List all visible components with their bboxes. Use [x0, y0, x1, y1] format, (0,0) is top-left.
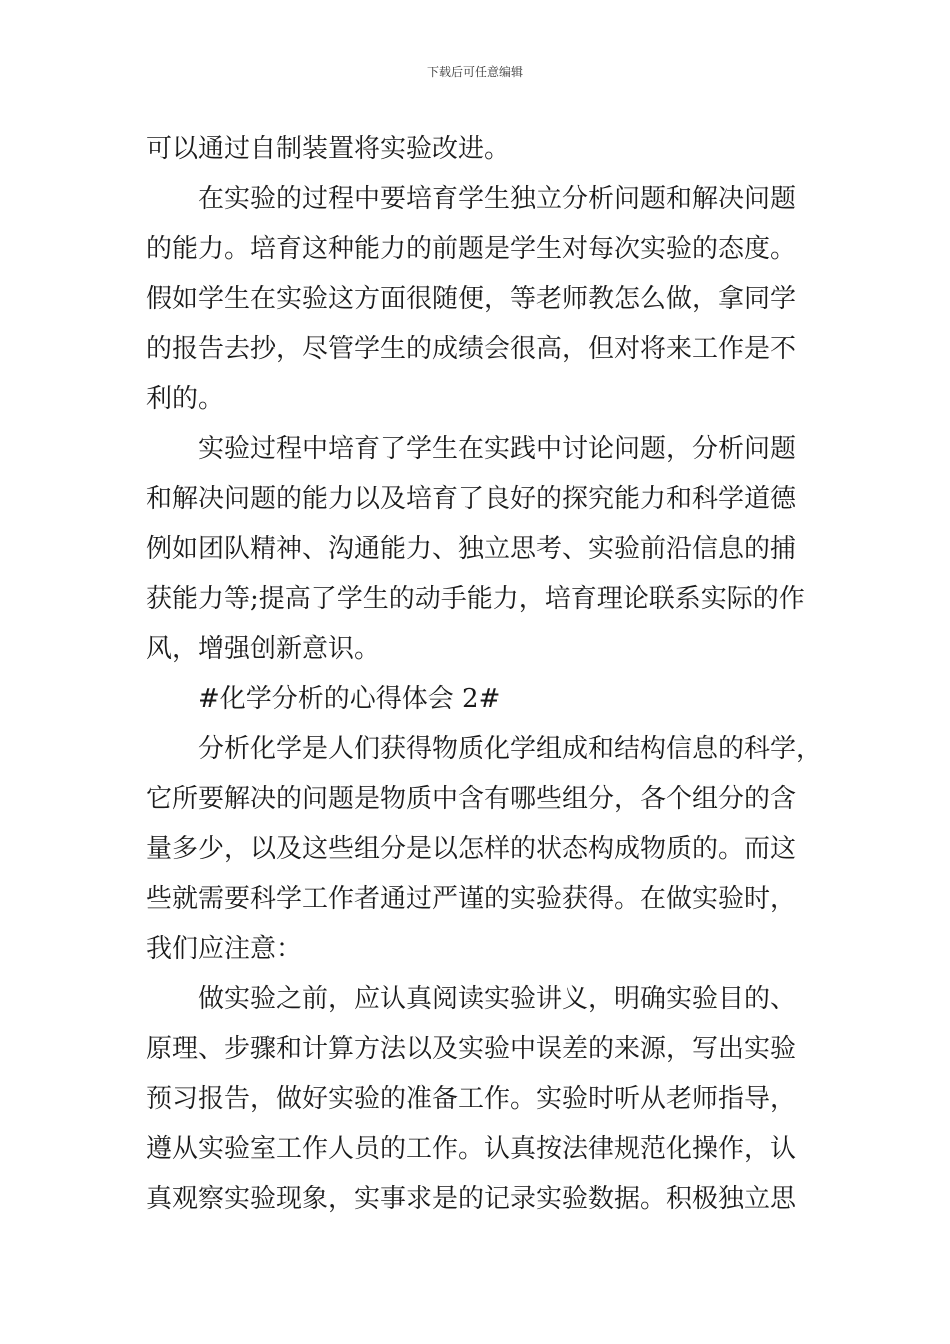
text-line: 遵从实验室工作人员的工作。认真按法律规范化操作，认 — [146, 1134, 797, 1164]
text-line: 真观察实验现象，实事求是的记录实验数据。积极独立思 — [146, 1184, 797, 1214]
page-header-note: 下载后可任意编辑 — [426, 65, 523, 79]
text-line: 在实验的过程中要培育学生独立分析问题和解决问题 — [198, 184, 797, 214]
text-line: 我们应注意： — [146, 934, 303, 964]
text-line: 和解决问题的能力以及培育了良好的探究能力和科学道德 — [146, 484, 797, 514]
text-line: 分析化学是人们获得物质化学组成和结构信息的科学， — [198, 734, 823, 764]
text-line: 利的。 — [146, 384, 225, 414]
text-line: 例如团队精神、沟通能力、独立思考、实验前沿信息的捕 — [146, 534, 797, 564]
text-line: 的报告去抄，尽管学生的成绩会很高，但对将来工作是不 — [146, 334, 797, 364]
text-line: 做实验之前，应认真阅读实验讲义，明确实验目的、 — [198, 984, 797, 1014]
text-line: 的能力。培育这种能力的前题是学生对每次实验的态度。 — [146, 234, 797, 264]
text-line: 风，增强创新意识。 — [146, 634, 381, 664]
text-line: 可以通过自制装置将实验改进。 — [146, 134, 511, 164]
document-body — [146, 124, 823, 1224]
text-line: 量多少，以及这些组分是以怎样的状态构成物质的。而这 — [146, 834, 797, 864]
text-line: 它所要解决的问题是物质中含有哪些组分，各个组分的含 — [146, 784, 797, 814]
section-heading: #化学分析的心得体会 2# — [198, 684, 501, 714]
text-line: 些就需要科学工作者通过严谨的实验获得。在做实验时， — [146, 884, 797, 914]
text-line: 获能力等;提高了学生的动手能力，培育理论联系实际的作 — [146, 584, 805, 614]
text-line: 假如学生在实验这方面很随便，等老师教怎么做，拿同学 — [146, 284, 797, 314]
text-line: 实验过程中培育了学生在实践中讨论问题，分析问题 — [198, 434, 797, 464]
text-line: 原理、步骤和计算方法以及实验中误差的来源，写出实验 — [146, 1034, 797, 1064]
text-line: 预习报告，做好实验的准备工作。实验时听从老师指导， — [146, 1084, 797, 1114]
